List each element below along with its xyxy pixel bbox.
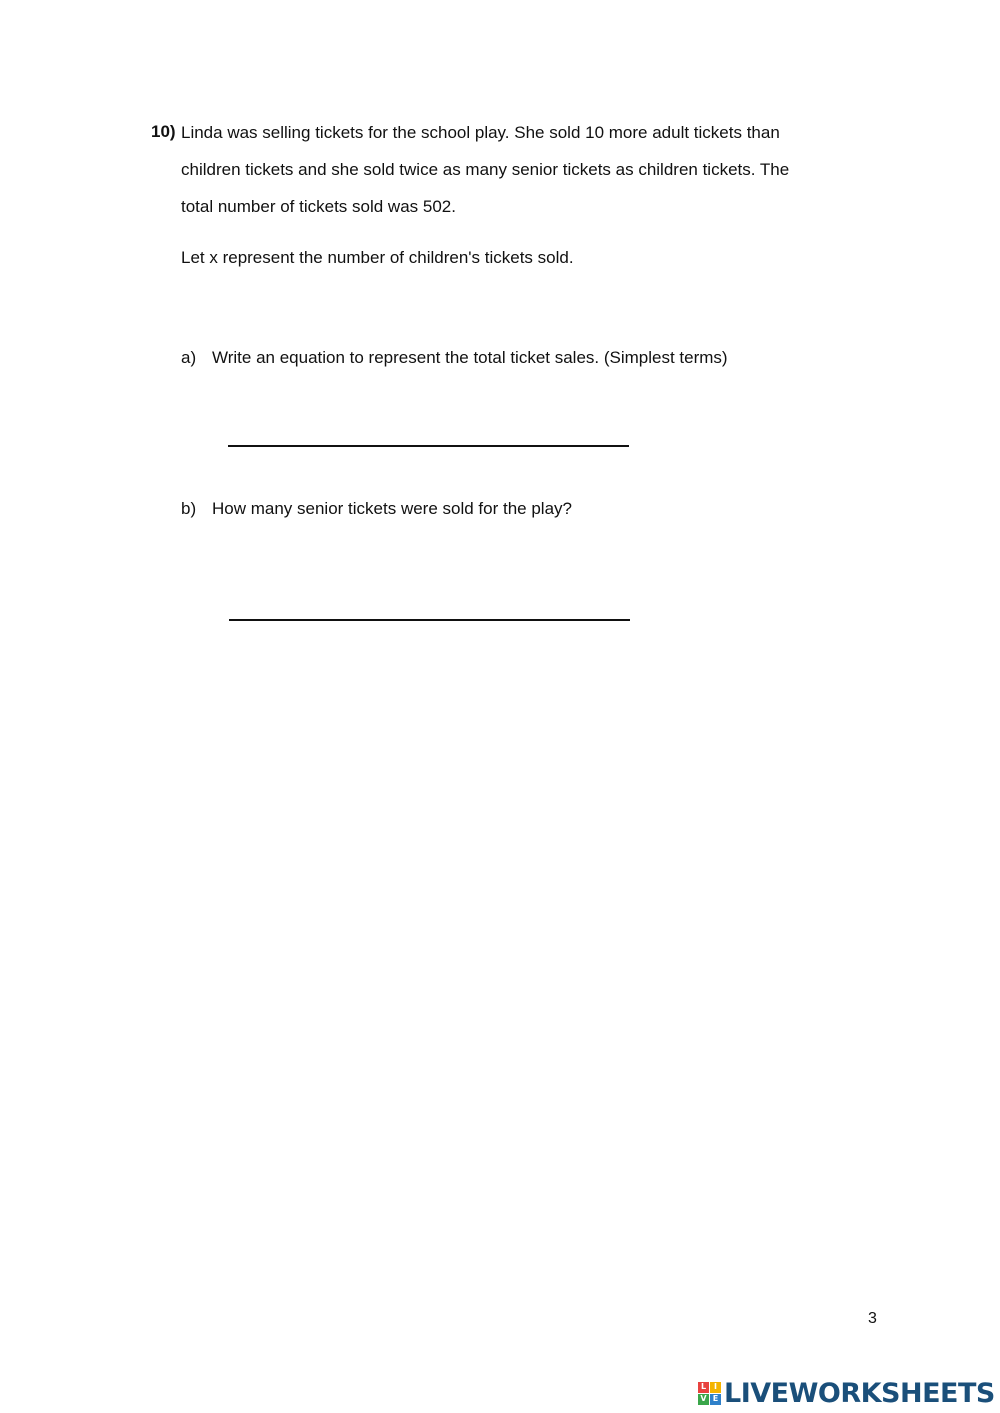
part-a-text: Write an equation to represent the total ticket sales. (Simplest terms) — [212, 348, 728, 367]
part-b-label: b) — [181, 499, 197, 518]
question-instruction: Let x represent the number of children's tickets sold. — [181, 248, 574, 267]
logo-mark-icon — [698, 1382, 721, 1405]
part-b-text: How many senior tickets were sold for the play? — [212, 499, 572, 518]
logo-mark-tile: E — [710, 1394, 721, 1405]
question-text-line-3: total number of tickets sold was 502. — [181, 197, 456, 216]
question-text-line-1: Linda was selling tickets for the school play. She sold 10 more adult tickets than — [181, 123, 780, 142]
question-text-line-2: children tickets and she sold twice as many senior tickets as children tickets. The — [181, 160, 790, 179]
logo-mark-tile: V — [698, 1394, 709, 1405]
page-number: 3 — [868, 1310, 877, 1327]
logo-mark-tile: I — [710, 1382, 721, 1393]
question-number: 10) — [151, 122, 176, 141]
logo-mark-tile: L — [698, 1382, 709, 1393]
logo-text: LIVEWORKSHEETS — [724, 1377, 995, 1409]
answer-line-a[interactable] — [228, 445, 629, 447]
part-b — [181, 498, 572, 520]
answer-line-b[interactable] — [229, 619, 630, 621]
part-a — [181, 347, 728, 369]
part-a-label: a) — [181, 348, 197, 367]
liveworksheets-logo — [698, 1378, 995, 1408]
